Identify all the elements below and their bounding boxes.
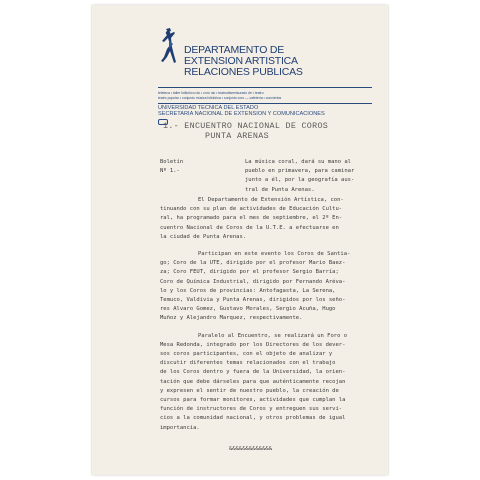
university-name: UNIVERSIDAD TECNICA DEL ESTADO SECRETARIA NACIONAL DE EXTENSION Y COMUNICACIONES [158,105,325,117]
paragraph: Participan en este evento los Coros de Santia- go; Coro de la UTE, dirigido por el profesor Mario Baez- za; Coro FEUT, dirigido por el profesor Sergio Barría; Coro de Química Industrial, dirigido por Fernando Aréva- lo y los Coros de provincias: Antofagasta, La Serena, Temuco, Valdivia y Punta Arenas, dirigidos por los seño- res Alvaro Gomez, Gustavo Morales, Sergio Acuña, Hugo Muñoz y Alejandro Marquez, respectivamente. [160,251,351,322]
paragraph: El Departamento de Extensión Artística, con- tinuando con su plan de actividades de Educación Cultu- ral, ha programado para el mes de septiembre, el 2º En- cuentro Nacional de Coros de la U.T.E. a efectuarse en la ciudad de Punta Arenas. [160,197,344,240]
header-rule [158,87,372,88]
services-rule [158,103,372,104]
dancer-logo-icon [158,27,178,65]
bulletin-number: Boletín Nº 1.- [160,159,184,175]
document-heading: 1.- ENCUENTRO NACIONAL DE COROS PUNTA ARENAS [163,121,329,141]
body-text [160,196,350,433]
epigraph: La música coral, dará su mano al pueblo en primavera, para caminar junto a él, por la geografía aus- tral de Punta Arenas. [245,159,355,193]
department-title: DEPARTAMENTO DE EXTENSION ARTISTICA RELACIONES PUBLICAS [184,44,303,78]
paragraph: Paralelo al Encuentro, se realizará un Foro o Mesa Redonda, integrado por los Directores de los dever- sos coros participantes, con el objeto de analizar y discutir diferentes temas relacionados con el trabajo de los Coros dentro y fuera de la Universidad, la orien- tación que debe dárseles para que auténticamente recojan y expresen el sentir de nuestro pueblo, la creación de cursos para formar monitores, actividades que cumplan la función de instructores de Coros y entreguen sus servi- cios a la comunidad nacional, y otros problemas de igual importancia. [160,332,348,431]
closing-mark: &&&&&&&&&&&&& [229,446,273,452]
services-list: teleteca • taller folklórico utc • coro utc • teatrodisemisurado de • teatro teatro popular • conjunto música folklórica • conjunto coro — cafetería • conciertos [158,91,282,100]
